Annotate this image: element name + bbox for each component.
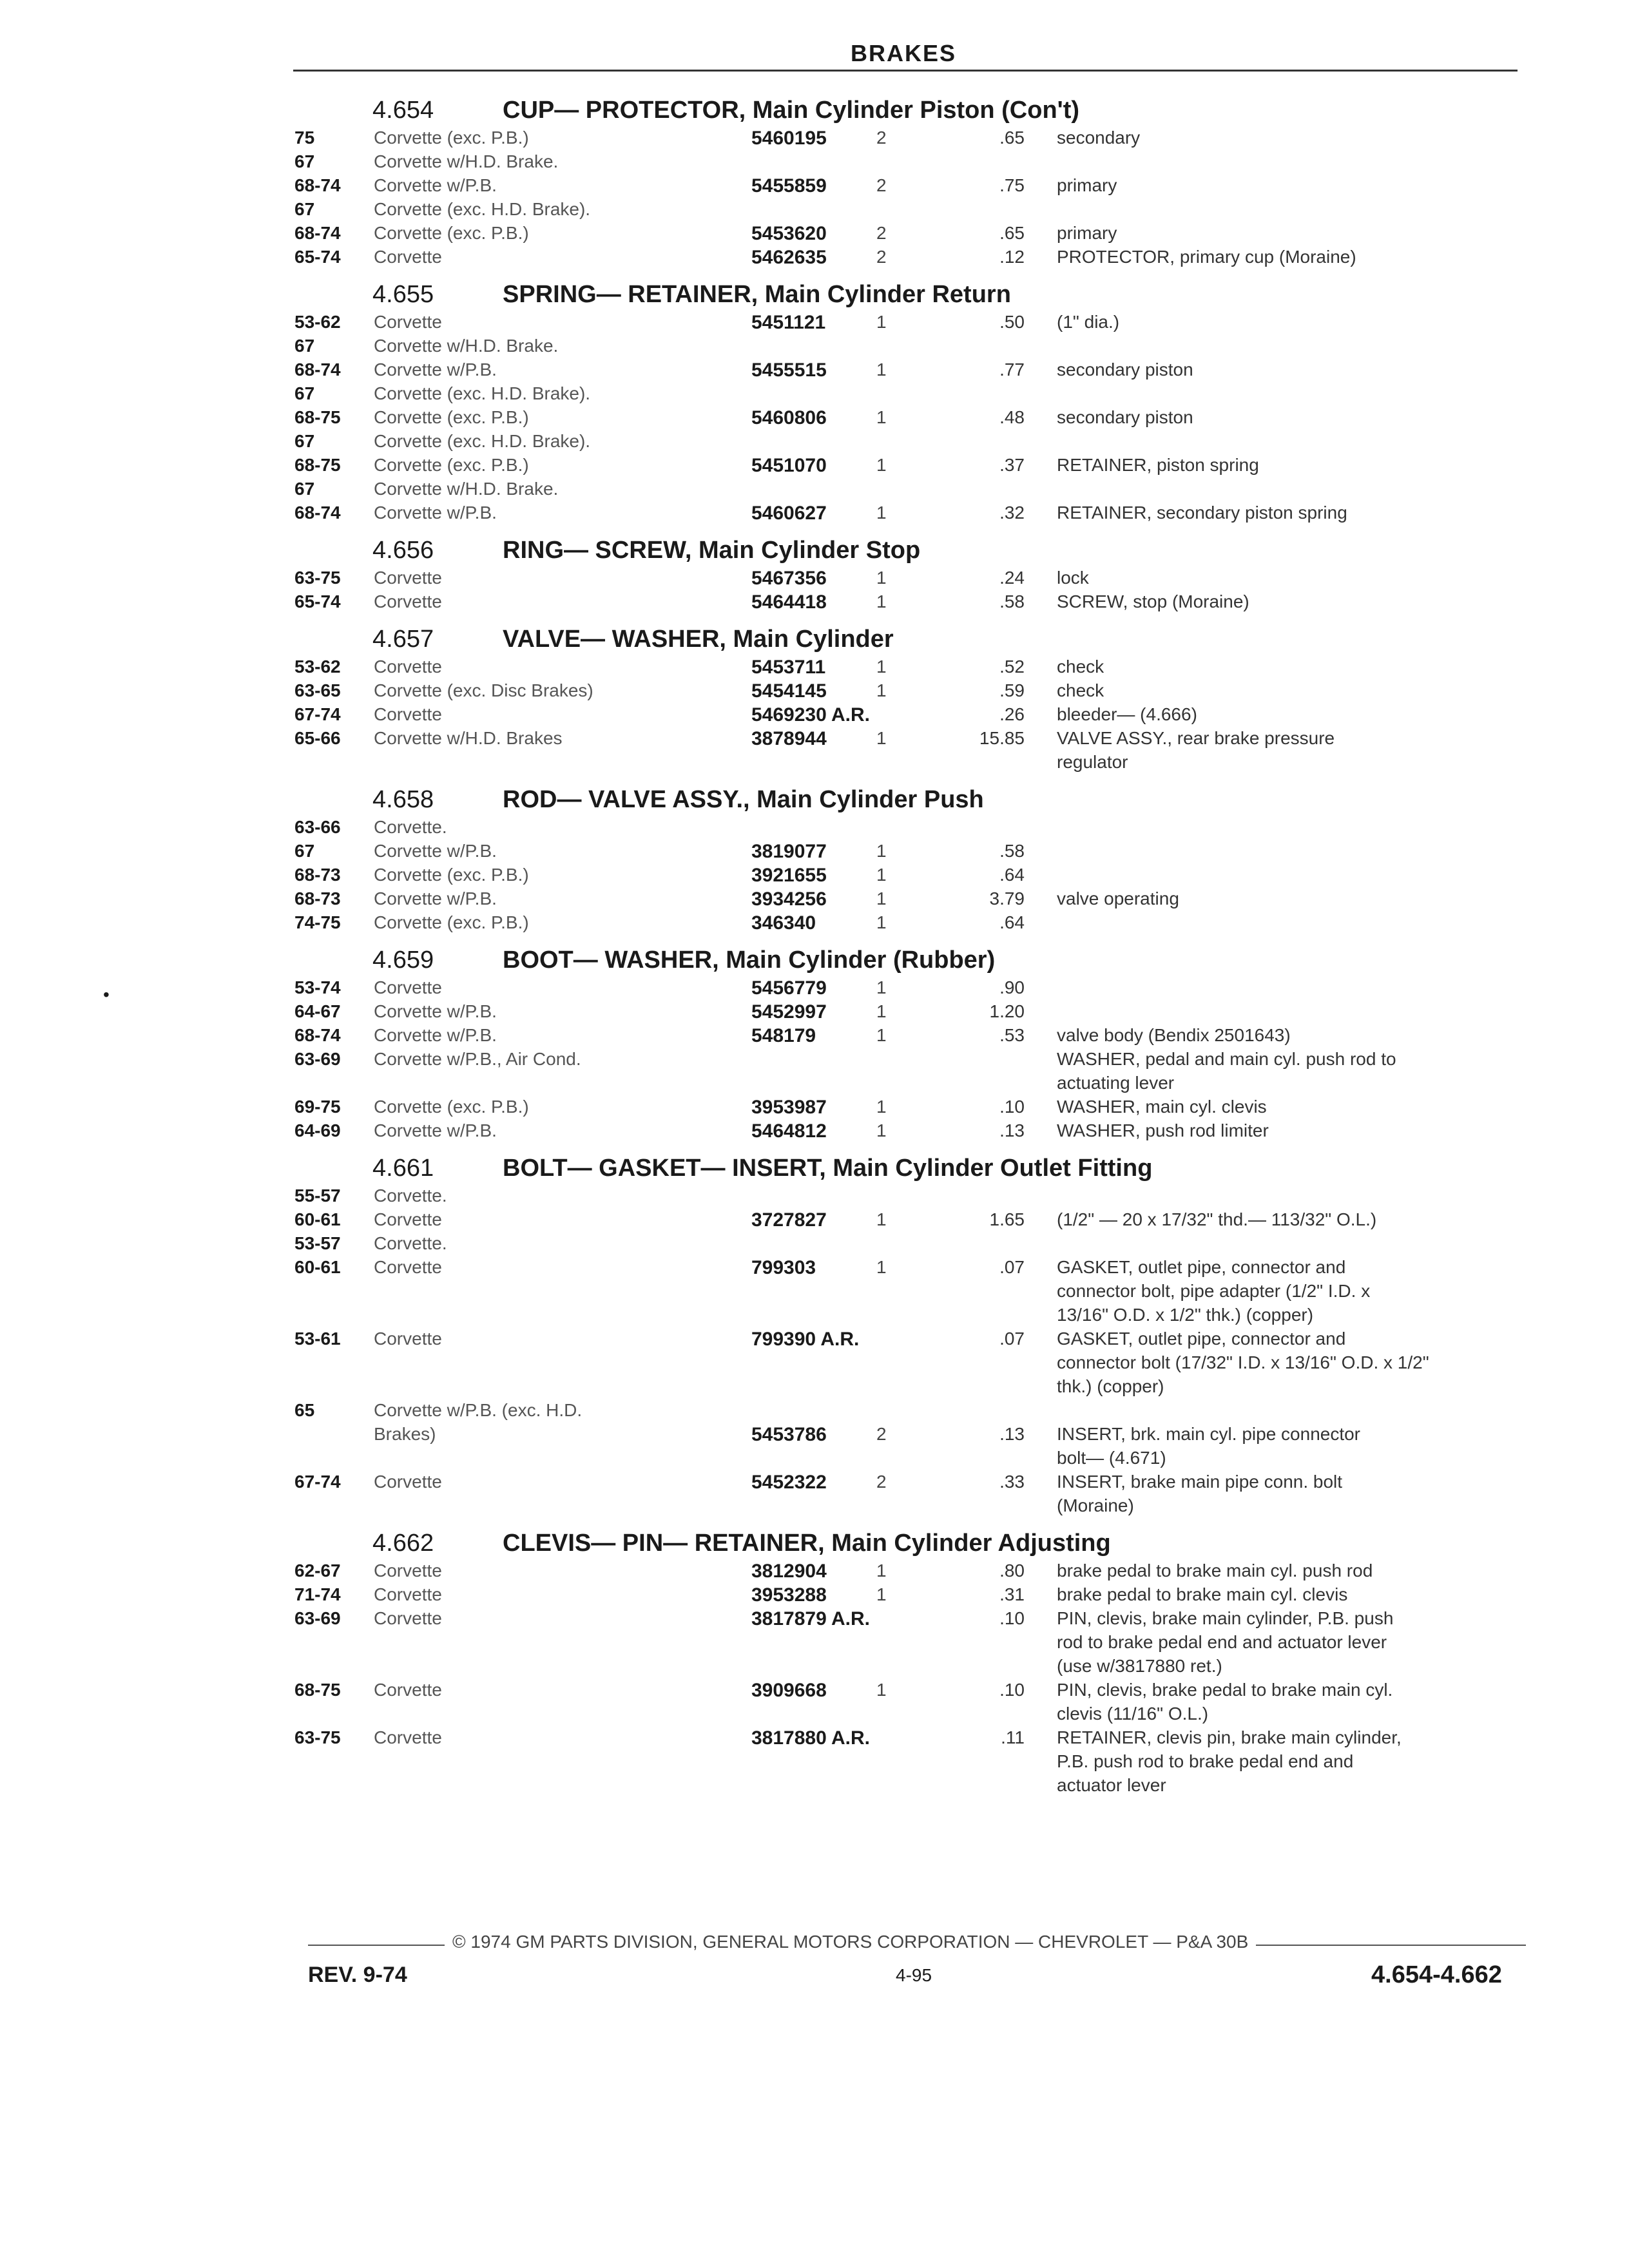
part-number: 5453786 xyxy=(751,1424,827,1445)
description: (1/2" — 20 x 17/32" thd.— 113/32" O.L.) xyxy=(1057,1209,1377,1229)
application: Corvette xyxy=(374,1680,442,1700)
description: (1" dia.) xyxy=(1057,312,1120,332)
application: Corvette (exc. H.D. Brake). xyxy=(374,383,591,403)
application: Corvette (exc. H.D. Brake). xyxy=(374,431,591,451)
price: .58 xyxy=(999,591,1025,611)
application: Corvette xyxy=(374,1209,442,1229)
quantity: 1 xyxy=(876,680,887,700)
part-number: 5462635 xyxy=(751,247,827,268)
price: .37 xyxy=(999,455,1025,475)
application: Corvette. xyxy=(374,817,447,837)
application: Corvette xyxy=(374,247,442,267)
price: .48 xyxy=(999,407,1025,427)
description: PROTECTOR, primary cup (Moraine) xyxy=(1057,247,1356,267)
price: .58 xyxy=(999,841,1025,861)
price: 1.65 xyxy=(989,1209,1025,1229)
model-years: 67 xyxy=(294,383,315,403)
price: .59 xyxy=(999,680,1025,700)
application: Corvette xyxy=(374,568,442,588)
description: RETAINER, secondary piston spring xyxy=(1057,503,1347,523)
price: .13 xyxy=(999,1424,1025,1444)
model-years: 55-57 xyxy=(294,1186,341,1206)
description: 13/16" O.D. x 1/2" thk.) (copper) xyxy=(1057,1305,1314,1325)
description: PIN, clevis, brake main cylinder, P.B. push xyxy=(1057,1608,1394,1628)
model-years: 64-67 xyxy=(294,1001,341,1021)
application: Corvette (exc. P.B.) xyxy=(374,912,529,932)
model-years: 53-74 xyxy=(294,977,341,997)
description: brake pedal to brake main cyl. push rod xyxy=(1057,1561,1373,1581)
model-years: 62-67 xyxy=(294,1561,341,1581)
section-title: ROD— VALVE ASSY., Main Cylinder Push xyxy=(503,786,984,813)
section-title: BOLT— GASKET— INSERT, Main Cylinder Outlet Fitting xyxy=(503,1155,1153,1182)
description: secondary piston xyxy=(1057,407,1193,427)
description: WASHER, pedal and main cyl. push rod to xyxy=(1057,1049,1396,1069)
description: actuating lever xyxy=(1057,1073,1175,1093)
part-number: 5451070 xyxy=(751,455,827,476)
application: Corvette xyxy=(374,591,442,611)
description: VALVE ASSY., rear brake pressure xyxy=(1057,728,1335,748)
application: Corvette w/P.B. xyxy=(374,1025,497,1045)
quantity: 1 xyxy=(876,1097,887,1117)
application: Corvette xyxy=(374,704,442,724)
price: .64 xyxy=(999,865,1025,885)
price: .26 xyxy=(999,704,1025,724)
quantity: 2 xyxy=(876,223,887,243)
quantity: 1 xyxy=(876,977,887,997)
part-number: 3953987 xyxy=(751,1097,827,1118)
description: SCREW, stop (Moraine) xyxy=(1057,591,1249,611)
section-title: CUP— PROTECTOR, Main Cylinder Piston (Con't) xyxy=(503,97,1080,124)
price: .12 xyxy=(999,247,1025,267)
quantity: 2 xyxy=(876,1424,887,1444)
part-number: 5460627 xyxy=(751,503,827,524)
part-number: 3817879 A.R. xyxy=(751,1608,871,1629)
footer-copyright: © 1974 GM PARTS DIVISION, GENERAL MOTORS CORPORATION — CHEVROLET — P&A 30B xyxy=(445,1932,1256,1952)
part-number: 5455859 xyxy=(751,175,827,197)
model-years: 69-75 xyxy=(294,1097,341,1117)
model-years: 63-69 xyxy=(294,1049,341,1069)
part-number: 5460195 xyxy=(751,128,827,149)
model-years: 67-74 xyxy=(294,1472,341,1492)
quantity: 1 xyxy=(876,568,887,588)
price: .53 xyxy=(999,1025,1025,1045)
model-years: 71-74 xyxy=(294,1584,341,1604)
section-number: 4.655 xyxy=(372,281,434,308)
price: .65 xyxy=(999,128,1025,148)
description: INSERT, brake main pipe conn. bolt xyxy=(1057,1472,1343,1492)
description: valve body (Bendix 2501643) xyxy=(1057,1025,1291,1045)
application: Corvette xyxy=(374,657,442,677)
application: Corvette w/P.B. xyxy=(374,175,497,195)
quantity: 2 xyxy=(876,1472,887,1492)
part-number: 5451121 xyxy=(751,312,826,333)
quantity: 1 xyxy=(876,728,887,748)
price: .13 xyxy=(999,1120,1025,1140)
price: .11 xyxy=(1001,1727,1025,1747)
application: Corvette xyxy=(374,1584,442,1604)
application: Corvette. xyxy=(374,1233,447,1253)
footer-page-number: 4-95 xyxy=(896,1965,932,1985)
description: bolt— (4.671) xyxy=(1057,1448,1166,1468)
model-years: 64-69 xyxy=(294,1120,341,1140)
quantity: 1 xyxy=(876,657,887,677)
quantity: 1 xyxy=(876,889,887,908)
price: .32 xyxy=(999,503,1025,523)
part-number: 5464418 xyxy=(751,591,827,613)
application: Corvette (exc. H.D. Brake). xyxy=(374,199,591,219)
section-number: 4.658 xyxy=(372,786,434,813)
application: Corvette xyxy=(374,1472,442,1492)
price: .10 xyxy=(999,1608,1025,1628)
section-number: 4.656 xyxy=(372,537,434,564)
footer-section-range: 4.654-4.662 xyxy=(1371,1961,1502,1988)
quantity: 1 xyxy=(876,360,887,380)
description: P.B. push rod to brake pedal end and xyxy=(1057,1751,1354,1771)
section-number: 4.659 xyxy=(372,947,434,974)
quantity: 1 xyxy=(876,407,887,427)
section-title: SPRING— RETAINER, Main Cylinder Return xyxy=(503,281,1011,308)
part-number: 548179 xyxy=(751,1025,816,1046)
quantity: 1 xyxy=(876,865,887,885)
description: (Moraine) xyxy=(1057,1495,1134,1515)
quantity: 1 xyxy=(876,1257,887,1277)
model-years: 75 xyxy=(294,128,315,148)
part-number: 346340 xyxy=(751,912,816,934)
model-years: 65-74 xyxy=(294,591,341,611)
quantity: 1 xyxy=(876,455,887,475)
quantity: 1 xyxy=(876,591,887,611)
section-number: 4.654 xyxy=(372,97,434,124)
quantity: 2 xyxy=(876,247,887,267)
model-years: 67 xyxy=(294,841,315,861)
model-years: 53-62 xyxy=(294,657,341,677)
part-number: 5452322 xyxy=(751,1472,827,1493)
price: .33 xyxy=(999,1472,1025,1492)
model-years: 68-74 xyxy=(294,503,341,523)
description: regulator xyxy=(1057,752,1128,772)
description: RETAINER, clevis pin, brake main cylinder, xyxy=(1057,1727,1402,1747)
part-number: 5464812 xyxy=(751,1120,827,1142)
section-title: RING— SCREW, Main Cylinder Stop xyxy=(503,537,921,564)
application: Brakes) xyxy=(374,1424,436,1444)
model-years: 53-61 xyxy=(294,1329,341,1349)
application: Corvette xyxy=(374,1608,442,1628)
model-years: 67 xyxy=(294,336,315,356)
application: Corvette xyxy=(374,1329,442,1349)
model-years: 67-74 xyxy=(294,704,341,724)
model-years: 68-75 xyxy=(294,407,341,427)
description: secondary xyxy=(1057,128,1141,148)
section-number: 4.662 xyxy=(372,1530,434,1557)
model-years: 63-65 xyxy=(294,680,341,700)
price: .31 xyxy=(999,1584,1025,1604)
price: .10 xyxy=(999,1097,1025,1117)
application: Corvette (exc. P.B.) xyxy=(374,455,529,475)
quantity: 1 xyxy=(876,312,887,332)
quantity: 1 xyxy=(876,1680,887,1700)
application: Corvette w/H.D. Brakes xyxy=(374,728,563,748)
price: .10 xyxy=(999,1680,1025,1700)
application: Corvette w/H.D. Brake. xyxy=(374,151,559,171)
part-number: 799303 xyxy=(751,1257,816,1278)
part-number: 5453620 xyxy=(751,223,827,244)
model-years: 67 xyxy=(294,199,315,219)
quantity: 1 xyxy=(876,1584,887,1604)
application: Corvette xyxy=(374,977,442,997)
part-number: 3727827 xyxy=(751,1209,827,1231)
application: Corvette w/P.B. xyxy=(374,841,497,861)
quantity: 1 xyxy=(876,503,887,523)
description: connector bolt, pipe adapter (1/2" I.D. x xyxy=(1057,1281,1371,1301)
part-number: 3953288 xyxy=(751,1584,827,1606)
section-title: CLEVIS— PIN— RETAINER, Main Cylinder Adjusting xyxy=(503,1530,1111,1557)
price: .52 xyxy=(999,657,1025,677)
application: Corvette xyxy=(374,1257,442,1277)
application: Corvette (exc. Disc Brakes) xyxy=(374,680,593,700)
description: (use w/3817880 ret.) xyxy=(1057,1656,1222,1676)
part-number: 3812904 xyxy=(751,1561,827,1582)
model-years: 65-74 xyxy=(294,247,341,267)
model-years: 65-66 xyxy=(294,728,341,748)
model-years: 68-73 xyxy=(294,889,341,908)
part-number: 5460806 xyxy=(751,407,827,428)
part-number: 5452997 xyxy=(751,1001,827,1023)
price: .75 xyxy=(999,175,1025,195)
part-number: 5455515 xyxy=(751,360,827,381)
model-years: 60-61 xyxy=(294,1209,341,1229)
model-years: 60-61 xyxy=(294,1257,341,1277)
page-title: BRAKES xyxy=(851,40,957,66)
price: .24 xyxy=(999,568,1025,588)
footer-revision: REV. 9-74 xyxy=(308,1963,407,1987)
quantity: 1 xyxy=(876,1209,887,1229)
application: Corvette w/H.D. Brake. xyxy=(374,336,559,356)
price: .07 xyxy=(999,1329,1025,1349)
part-number: 5467356 xyxy=(751,568,827,589)
price: .50 xyxy=(999,312,1025,332)
application: Corvette w/P.B., Air Cond. xyxy=(374,1049,581,1069)
quantity: 1 xyxy=(876,1001,887,1021)
description: clevis (11/16" O.L.) xyxy=(1057,1704,1209,1724)
application: Corvette w/P.B. xyxy=(374,1001,497,1021)
quantity: 1 xyxy=(876,912,887,932)
model-years: 65 xyxy=(294,1400,315,1420)
description: INSERT, brk. main cyl. pipe connector xyxy=(1057,1424,1361,1444)
model-years: 68-73 xyxy=(294,865,341,885)
model-years: 67 xyxy=(294,479,315,499)
model-years: 67 xyxy=(294,151,315,171)
quantity: 2 xyxy=(876,128,887,148)
model-years: 68-74 xyxy=(294,175,341,195)
part-number: 3934256 xyxy=(751,889,827,910)
part-number: 3921655 xyxy=(751,865,827,886)
price: .90 xyxy=(999,977,1025,997)
description: lock xyxy=(1057,568,1089,588)
quantity: 2 xyxy=(876,175,887,195)
application: Corvette w/P.B. (exc. H.D. xyxy=(374,1400,583,1420)
price: .77 xyxy=(999,360,1025,380)
application: Corvette w/P.B. xyxy=(374,503,497,523)
application: Corvette (exc. P.B.) xyxy=(374,128,529,148)
model-years: 67 xyxy=(294,431,315,451)
part-number: 5456779 xyxy=(751,977,827,999)
description: actuator lever xyxy=(1057,1775,1166,1795)
section-title: VALVE— WASHER, Main Cylinder xyxy=(503,626,894,653)
application: Corvette. xyxy=(374,1186,447,1206)
description: WASHER, push rod limiter xyxy=(1057,1120,1269,1140)
section-number: 4.661 xyxy=(372,1155,434,1182)
price: .07 xyxy=(999,1257,1025,1277)
part-number: 3909668 xyxy=(751,1680,827,1701)
part-number: 5469230 A.R. xyxy=(751,704,871,726)
application: Corvette (exc. P.B.) xyxy=(374,865,529,885)
part-number: 3817880 A.R. xyxy=(751,1727,871,1749)
part-number: 5453711 xyxy=(751,657,826,678)
description: thk.) (copper) xyxy=(1057,1376,1164,1396)
price: 1.20 xyxy=(989,1001,1025,1021)
model-years: 63-66 xyxy=(294,817,341,837)
quantity: 1 xyxy=(876,1025,887,1045)
model-years: 68-75 xyxy=(294,1680,341,1700)
description: GASKET, outlet pipe, connector and xyxy=(1057,1257,1346,1277)
model-years: 68-75 xyxy=(294,455,341,475)
model-years: 74-75 xyxy=(294,912,341,932)
model-years: 53-57 xyxy=(294,1233,341,1253)
application: Corvette xyxy=(374,1561,442,1581)
application: Corvette w/P.B. xyxy=(374,1120,497,1140)
price: .64 xyxy=(999,912,1025,932)
description: valve operating xyxy=(1057,889,1179,908)
model-years: 53-62 xyxy=(294,312,341,332)
header-divider xyxy=(293,70,1518,72)
description: secondary piston xyxy=(1057,360,1193,380)
application: Corvette w/P.B. xyxy=(374,889,497,908)
model-years: 63-75 xyxy=(294,568,341,588)
quantity: 1 xyxy=(876,841,887,861)
price: 3.79 xyxy=(989,889,1025,908)
description: primary xyxy=(1057,223,1117,243)
part-number: 5454145 xyxy=(751,680,827,702)
description: primary xyxy=(1057,175,1117,195)
description: PIN, clevis, brake pedal to brake main cyl. xyxy=(1057,1680,1393,1700)
margin-mark: • xyxy=(103,985,110,1004)
section-number: 4.657 xyxy=(372,626,434,653)
model-years: 63-69 xyxy=(294,1608,341,1628)
description: rod to brake pedal end and actuator lever xyxy=(1057,1632,1387,1652)
description: bleeder— (4.666) xyxy=(1057,704,1197,724)
part-number: 3819077 xyxy=(751,841,827,862)
price: 15.85 xyxy=(979,728,1025,748)
price: .65 xyxy=(999,223,1025,243)
model-years: 68-74 xyxy=(294,223,341,243)
model-years: 63-75 xyxy=(294,1727,341,1747)
application: Corvette w/H.D. Brake. xyxy=(374,479,559,499)
part-number: 799390 A.R. xyxy=(751,1329,860,1350)
application: Corvette xyxy=(374,1727,442,1747)
description: brake pedal to brake main cyl. clevis xyxy=(1057,1584,1348,1604)
description: check xyxy=(1057,657,1104,677)
quantity: 1 xyxy=(876,1561,887,1581)
model-years: 68-74 xyxy=(294,360,341,380)
price: .80 xyxy=(999,1561,1025,1581)
section-title: BOOT— WASHER, Main Cylinder (Rubber) xyxy=(503,947,996,974)
application: Corvette (exc. P.B.) xyxy=(374,223,529,243)
quantity: 1 xyxy=(876,1120,887,1140)
application: Corvette xyxy=(374,312,442,332)
description: GASKET, outlet pipe, connector and xyxy=(1057,1329,1346,1349)
description: RETAINER, piston spring xyxy=(1057,455,1259,475)
description: check xyxy=(1057,680,1104,700)
model-years: 68-74 xyxy=(294,1025,341,1045)
description: connector bolt (17/32" I.D. x 13/16" O.D. x 1/2" xyxy=(1057,1352,1429,1372)
part-number: 3878944 xyxy=(751,728,827,749)
application: Corvette (exc. P.B.) xyxy=(374,407,529,427)
application: Corvette w/P.B. xyxy=(374,360,497,380)
description: WASHER, main cyl. clevis xyxy=(1057,1097,1267,1117)
application: Corvette (exc. P.B.) xyxy=(374,1097,529,1117)
